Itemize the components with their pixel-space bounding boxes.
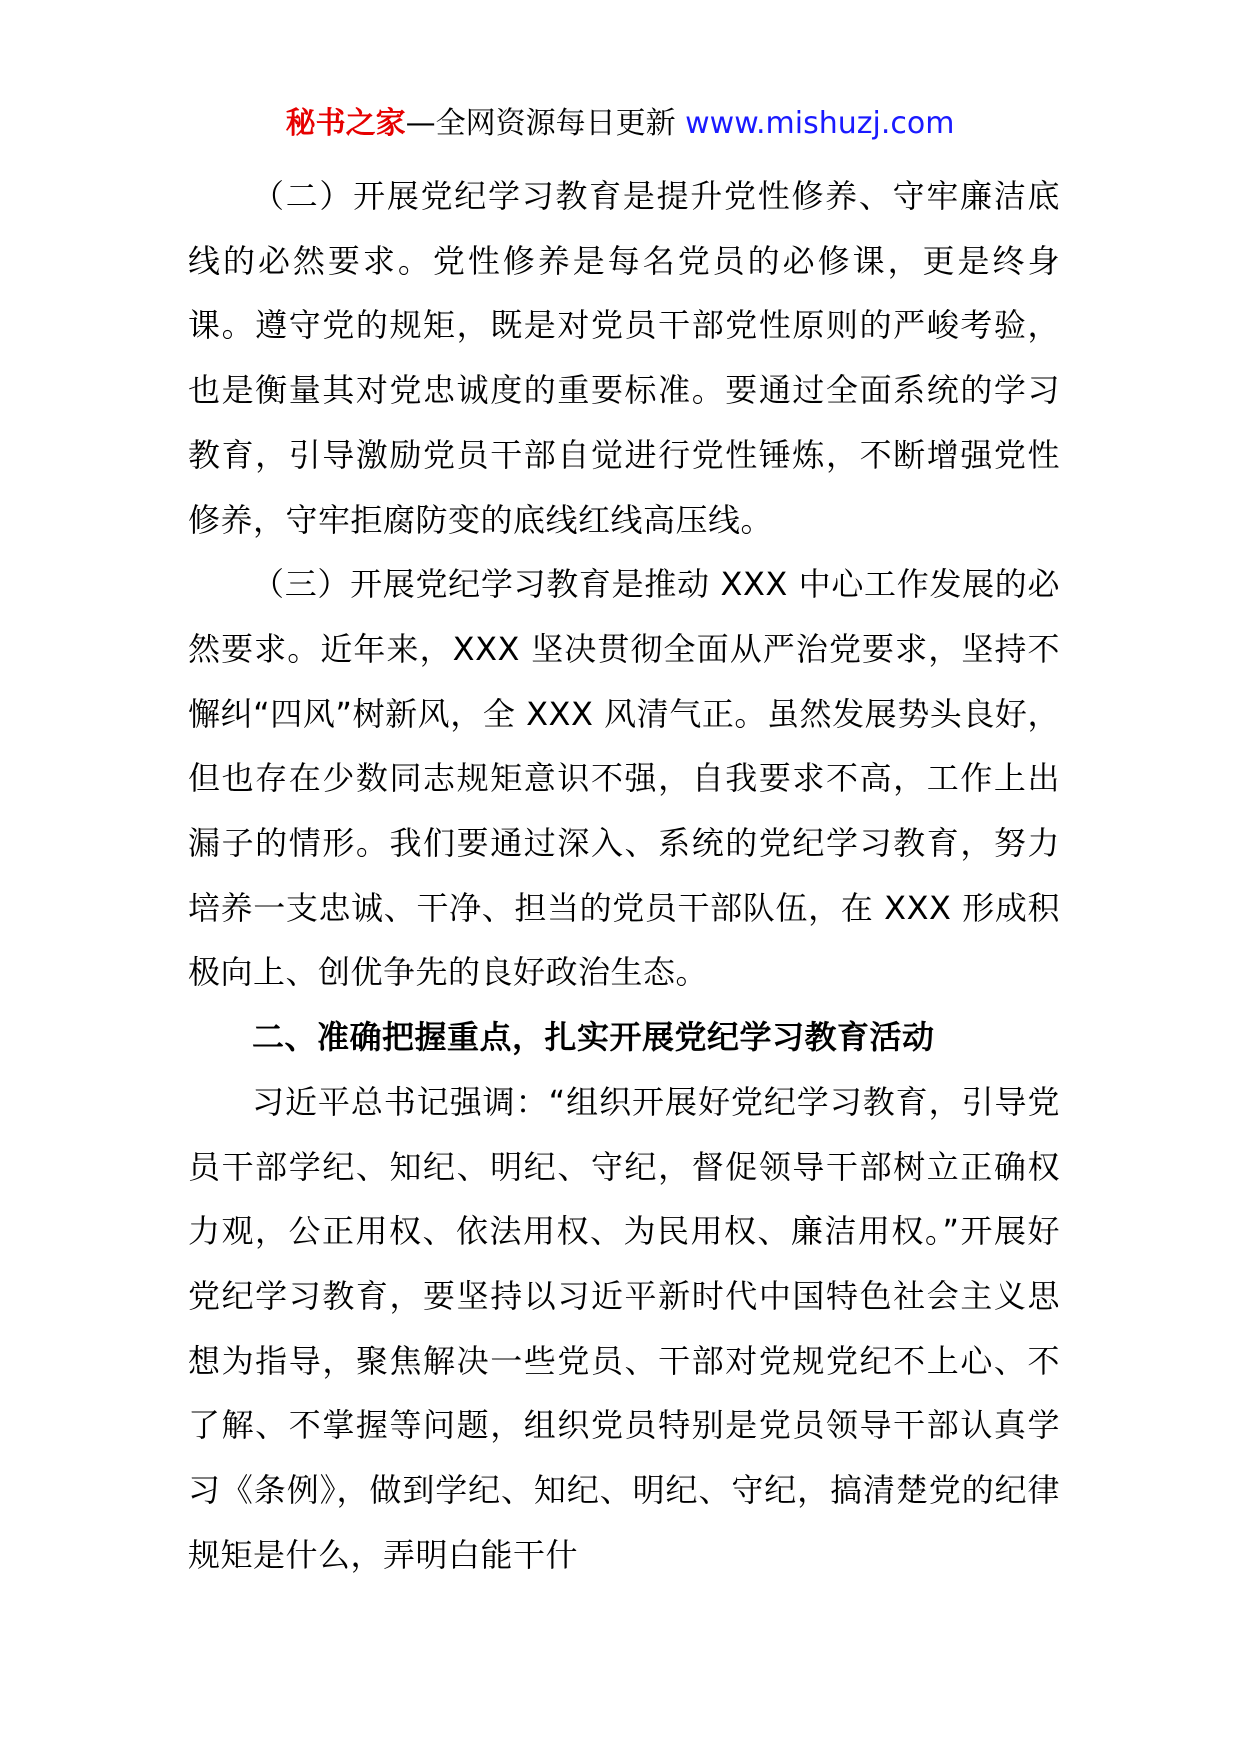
header-tagline: —全网资源每日更新: [405, 106, 676, 141]
paragraph-section-3: （三）开展党纪学习教育是推动 XXX 中心工作发展的必然要求。近年来，XXX 坚决贯彻全面从严治党要求，坚持不懈纠“四风”树新风，全 XXX 风清气正。虽然发展势头良好，但也存在少数同志规矩意识不强，自我要求不高，工作上出漏子的情形。我们要通过深入、系统的党纪学习教育，努力培养一支忠诚、干净、担当的党员干部队伍，在 XXX 形成积极向上、创优争先的良好政治生态。: [188, 565, 1060, 992]
watermark-header: [0, 102, 1240, 146]
paragraph-section-2: （二）开展党纪学习教育是提升党性修养、守牢廉洁底线的必然要求。党性修养是每名党员的必修课，更是终身课。遵守党的规矩，既是对党员干部党性原则的严峻考验，也是衡量其对党忠诚度的重要标准。要通过全面系统的学习教育，引导激励党员干部自觉进行党性锤炼，不断增强党性修养，守牢拒腐防变的底线红线高压线。: [188, 177, 1060, 539]
header-url-link[interactable]: www.mishuzj.com: [685, 106, 955, 141]
header-brand: 秘书之家: [285, 106, 406, 141]
document-body: [188, 164, 1060, 1587]
paragraph-quote: 习近平总书记强调：“组织开展好党纪学习教育，引导党员干部学纪、知纪、明纪、守纪，督促领导干部树立正确权力观，公正用权、依法用权、为民用权、廉洁用权。”开展好党纪学习教育，要坚持以习近平新时代中国特色社会主义思想为指导，聚焦解决一些党员、干部对党规党纪不上心、不了解、不掌握等问题，组织党员特别是党员领导干部认真学习《条例》，做到学纪、知纪、明纪、守纪，搞清楚党的纪律规矩是什么，弄明白能干什: [188, 1082, 1060, 1574]
section-heading: 二、准确把握重点，扎实开展党纪学习教育活动: [252, 1018, 935, 1057]
